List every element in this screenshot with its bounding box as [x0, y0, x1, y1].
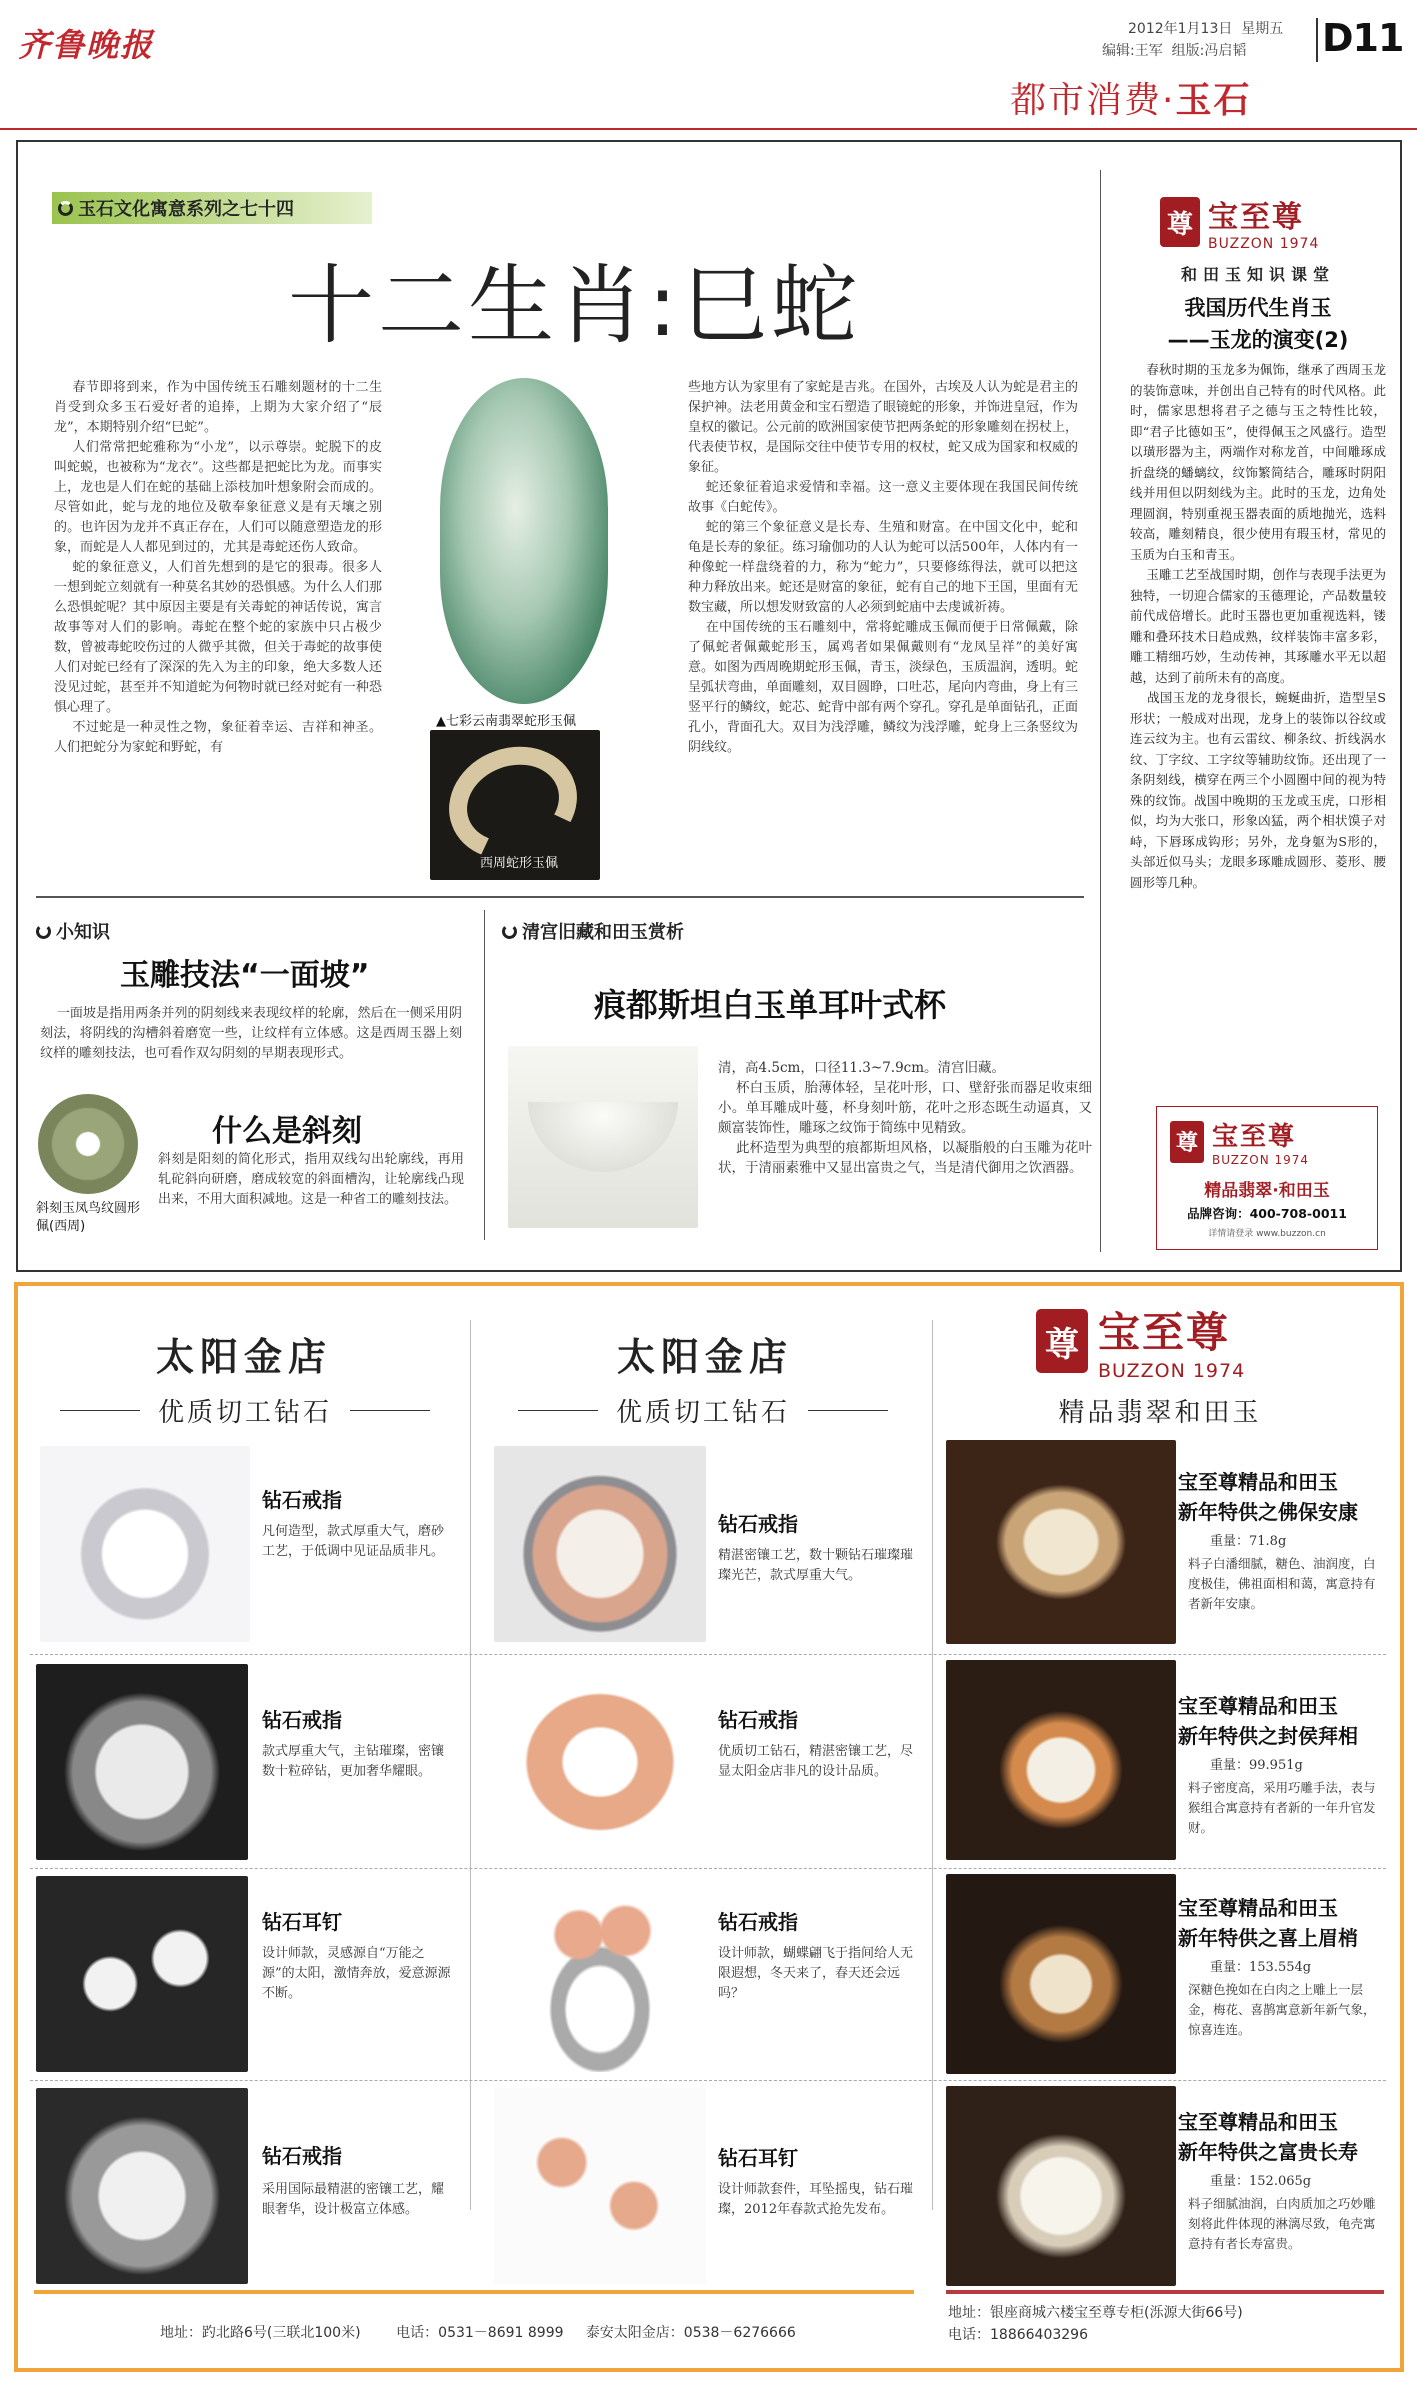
snake-pendant-image: [430, 730, 600, 880]
jade-product-image: [946, 2086, 1176, 2286]
ad-col-divider-1: [470, 1320, 471, 2210]
store1-subtitle: 优质切工钻石: [157, 1398, 332, 1428]
col1-item4-desc: 采用国际最精湛的密镶工艺，耀眼奢华，设计极富立体感。: [262, 2182, 445, 2217]
section-main: 都市消费: [1010, 80, 1163, 121]
jade-product-image: [946, 1660, 1176, 1860]
ad-footer-bar-1: [34, 2290, 914, 2294]
sidebar-ad-line: 精品翡翠·和田玉: [1204, 1181, 1330, 1201]
ad-footer-bar-2: [946, 2290, 1384, 2294]
series-tag: [52, 192, 372, 224]
tag-circle-icon: [58, 201, 73, 216]
product-earring-image: [36, 1876, 248, 2072]
sidebar-divider: [1100, 170, 1101, 1252]
sidebar-body: 春秋时期的玉龙多为佩饰，继承了西周玉龙的装饰意味，并创出自己特有的时代风格。此时，儒家思想将君子之德与玉之特性比较，即“君子比德如玉”，使得佩玉之风盛行。造型以璜形器为主，两端作对称龙首，中间雕琢成折盘绕的蟠螭纹，纹饰繁简结合，雕琢时阴阳线并用但以阴刻线为主。此时的玉龙，边角处理圆润，特别重视玉器表面的质地抛光，选料较高，雕刻精良，很少使用有瑕玉材，常见的玉质为白玉和青玉。 玉雕工艺至战国时期，创作与表现手法更为独特，一切迎合儒家的玉德理论，产品数量较前代成倍增长。此时玉器也更加重视选料，镂雕和叠环技术日趋成熟，纹样装饰丰富多彩，雕工精细巧妙，生动传神，其琢雕水平无以超越，达到了前所未有的高度。 战国玉龙的龙身很长，蜿蜒曲折，造型呈S形状；一般成对出现，龙身上的装饰以谷纹或连云纹为主。也有云雷纹、柳条纹、折线涡水纹、丁字纹、工字纹等辅助纹饰。还出现了一条阴刻线，横穿在两三个小圆圈中间的视为特殊的纹饰。战国中晚期的玉龙或玉虎，口形相似，均为大张口，形象凶猛，两个相状馍子对峙，下唇琢成钩形；另外，龙身躯为S形的，头部近似马头；龙眼多琢雕成圆形、菱形、腰圆形等几种。: [1130, 362, 1386, 890]
headline: 十二生肖:巳蛇: [288, 256, 861, 356]
caption-jade-pendant: ▲七彩云南翡翠蛇形玉佩: [436, 714, 576, 729]
col2-item1-desc: 精湛密镶工艺，数十颗钻石璀璨璀璨光芒，款式厚重大气。: [718, 1548, 914, 1583]
ad-col-divider-2: [932, 1320, 933, 2210]
col2-item2-title: 钻石戒指: [718, 1708, 798, 1732]
sidebar-ad-en: BUZZON 1974: [1212, 1153, 1310, 1167]
caption-snake-pendant: 西周蛇形玉佩: [480, 856, 559, 871]
col2-item3-desc: 设计师款，蝴蝶翩飞于指间给人无限遐想，冬天来了，春天还会远吗？: [718, 1946, 914, 2001]
col1-item1-title: 钻石戒指: [262, 1488, 342, 1512]
col3-item2-desc: 料子密度高，采用巧雕手法，表与猴组合寓意持有者新的一年升官发财。: [1188, 1780, 1376, 1835]
antique-title: 痕都斯坦白玉单耳叶式杯: [594, 986, 947, 1024]
issue-date: [1128, 18, 1283, 38]
store1-rule-left: [60, 1410, 140, 1411]
col1-item4-title: 钻石戒指: [262, 2144, 342, 2168]
store-address: 地址：趵北路6号(三联北100米): [160, 2325, 361, 2341]
store1-title: 太阳金店: [155, 1335, 332, 1379]
section-title: [1010, 72, 1251, 123]
sidebar-ad-logo: [1170, 1116, 1309, 1167]
antique-body: 清，高4.5cm，口径11.3~7.9cm。清宫旧藏。 杯白玉质，胎薄体轻，呈花叶形，口、壁舒张而器足收束细小。单耳雕成叶蔓，杯身刻叶筋，花叶之形态既生动逼真，又颇富装饰性，雕琢之纹饰于简练中见精致。 此杯造型为典型的痕都斯坦风格，以凝脂般的白玉雕为花叶状，于清丽素雅中又显出富贵之气，当是清代御用之饮酒器。: [718, 1060, 1093, 1176]
ad-row-rule-2: [30, 1868, 1386, 1869]
brand-footer-phone: 电话：18866403296: [948, 2327, 1088, 2343]
col3-item3-title1: 宝至尊精品和田玉: [1178, 1896, 1338, 1920]
col3-item4-title2: 新年特供之富贵长寿: [1178, 2140, 1358, 2164]
section-dot: ·: [1162, 80, 1176, 121]
col1-item2-desc: 款式厚重大气，主钻璀璨，密镶数十粒碎钻，更加奢华耀眼。: [262, 1744, 445, 1779]
ad-brand-seal-icon: 尊: [1036, 1309, 1088, 1373]
store1-rule-right: [350, 1410, 430, 1411]
sidebar-brand-en: BUZZON 1974: [1208, 236, 1320, 252]
section-sub: 玉石: [1175, 80, 1252, 121]
store2-subtitle: 优质切工钻石: [615, 1398, 790, 1428]
store2-rule-left: [518, 1410, 598, 1411]
col1-item2-title: 钻石戒指: [262, 1708, 342, 1732]
weekday: 星期五: [1241, 21, 1284, 37]
product-ring-image: [36, 2088, 248, 2284]
brand-footer-address: 地址：银座商城六楼宝至尊专柜(泺源大街66号): [948, 2305, 1243, 2321]
col2-item3-title: 钻石戒指: [718, 1910, 798, 1934]
store2-title: 太阳金店: [616, 1335, 793, 1379]
page-number-divider: [1316, 18, 1318, 62]
knowledge-tag: [36, 918, 110, 944]
phoenix-jade-disc-image: [38, 1094, 138, 1194]
page-number: D11: [1322, 16, 1404, 60]
product-ring-image: [40, 1446, 250, 1642]
knowledge-title-1: 玉雕技法“一面坡”: [120, 958, 370, 993]
product-ring-image: [494, 1446, 706, 1642]
knowledge-divider: [484, 910, 485, 1240]
col3-item1-title2: 新年特供之佛保安康: [1178, 1500, 1358, 1524]
product-ring-image: [36, 1664, 248, 1860]
sidebar-ad-brand: 宝至尊: [1212, 1122, 1297, 1152]
product-ring-image: [494, 1876, 706, 2072]
col3-item2-title2: 新年特供之封侯拜相: [1178, 1724, 1358, 1748]
white-jade-cup-image: [508, 1046, 698, 1228]
article-divider: [36, 896, 1084, 898]
sidebar-subtitle: ——玉龙的演变(2): [1167, 328, 1349, 352]
col2-item1-title: 钻石戒指: [718, 1512, 798, 1536]
store-footer: [160, 2322, 796, 2342]
sidebar-ad-url[interactable]: 详情请登录 www.buzzon.cn: [1208, 1229, 1326, 1239]
sidebar-brand-logo: [1160, 192, 1319, 252]
editors: [1102, 40, 1246, 60]
product-earring-image: [494, 2088, 706, 2284]
jade-pendant-image: [440, 378, 608, 704]
layout-editor: 组版:冯启韬: [1171, 43, 1247, 59]
antique-tag-label: 清宫旧藏和田玉赏析: [522, 922, 684, 943]
col3-item4-title1: 宝至尊精品和田玉: [1178, 2110, 1338, 2134]
ad-brand-subtitle: 精品翡翠和田玉: [1058, 1398, 1262, 1428]
ad-brand-logo: [1036, 1300, 1245, 1382]
store-branch: 泰安太阳金店：0538－6276666: [585, 2325, 796, 2341]
knowledge-body-2: 斜刻是阳刻的简化形式，指用双线勾出轮廓线，再用轧砣斜向研磨，磨成较宽的斜面槽沟，让轮廓线凸现出来，不用大面积减地。这是一种省工的雕刻技法。: [158, 1152, 464, 1207]
col2-item4-desc: 设计师款套件，耳坠摇曳，钻石璀璨，2012年春款式抢先发布。: [718, 2182, 914, 2217]
antique-tag: [502, 918, 684, 944]
col3-item1-weight: 重量：71.8g: [1210, 1534, 1287, 1549]
knowledge-body-1: 一面坡是指用两条并列的阴刻线来表现纹样的轮廓，然后在一侧采用阴刻法，将阴线的沟槽斜着磨宽一些，让纹样有立体感。这是西周玉器上刻纹样的雕刻技法，也可看作双勾阴刻的早期表现形式。: [40, 1006, 462, 1061]
cup-shape: [528, 1102, 678, 1172]
col2-item2-desc: 优质切工钻石，精湛密镶工艺，尽显太阳金店非凡的设计品质。: [718, 1744, 914, 1779]
col3-item3-title2: 新年特供之喜上眉梢: [1178, 1926, 1358, 1950]
series-tag-label: 玉石文化寓意系列之七十四: [78, 199, 294, 220]
sidebar-brand-name: 宝至尊: [1208, 200, 1304, 235]
col1-item3-title: 钻石耳钉: [262, 1910, 342, 1934]
sidebar-ad-hotline: 品牌咨询：400-708-0011: [1187, 1206, 1347, 1221]
col3-item1-title1: 宝至尊精品和田玉: [1178, 1470, 1338, 1494]
product-ring-image: [494, 1664, 706, 1860]
col3-item2-title1: 宝至尊精品和田玉: [1178, 1694, 1338, 1718]
col3-item1-desc: 料子白潘细腻，糖色、油润度，白度极佳，佛祖面相和蔼，寓意持有者新年安康。: [1188, 1556, 1376, 1611]
col1-item1-desc: 凡何造型，款式厚重大气，磨砂工艺，于低调中见证品质非凡。: [262, 1524, 445, 1559]
col3-item3-weight: 重量：153.554g: [1210, 1960, 1312, 1975]
jade-product-image: [946, 1440, 1176, 1644]
ad-row-rule-1: [30, 1654, 1386, 1655]
date: 2012年1月13日: [1128, 21, 1233, 37]
knowledge-title-2: 什么是斜刻: [212, 1114, 362, 1149]
ad-brand-name: 宝至尊: [1098, 1308, 1231, 1357]
header-rule: [0, 128, 1417, 130]
col3-item4-desc: 料子细腻油润，白肉质加之巧妙雕刻将此件体现的淋漓尽致，龟壳寓意持有者长寿富贵。: [1188, 2196, 1376, 2251]
sidebar-title: 我国历代生肖玉: [1184, 296, 1332, 320]
col1-item3-desc: 设计师款，灵感源自“万能之源”的太阳，激情奔放，爱意源源不断。: [262, 1946, 451, 2001]
article-col-1: 春节即将到来，作为中国传统玉石雕刻题材的十二生肖受到众多玉石爱好者的追捧，上期为大家介绍了“辰龙”，本期特别介绍“巳蛇”。 人们常常把蛇雅称为“小龙”，以示尊崇。蛇脱下的皮叫蛇蜕，也被称为“龙衣”。这些都是把蛇比为龙。而事实上，龙也是人们在蛇的基础上添枝加叶想象附会而成的。尽管如此，蛇与龙的地位及敬奉象征意义是有天壤之别的。也许因为龙并不真正存在，人们可以随意塑造龙的形象，而蛇是人人都见到过的，尤其是毒蛇还伤人致命。 蛇的象征意义，人们首先想到的是它的狠毒。很多人一想到蛇立刻就有一种莫名其妙的恐惧感。为什么人们那么恐惧蛇呢？其中原因主要是有关毒蛇的神话传说，寓言故事等对人们的影响。毒蛇在整个蛇的家族中只占极少数，曾被毒蛇咬伤过的人微乎其微，但关于毒蛇的故事使人们对蛇已经有了深深的先入为主的印象，绝大多数人还没见过蛇，甚至并不知道蛇为何物时就已经对蛇有一种恐惧心理了。 不过蛇是一种灵性之物，象征着幸运、吉祥和神圣。人们把蛇分为家蛇和野蛇，有: [54, 380, 382, 755]
col2-item4-title: 钻石耳钉: [718, 2146, 798, 2170]
brand-seal-icon: 尊: [1160, 197, 1200, 247]
ad-seal-icon: 尊: [1170, 1121, 1204, 1163]
knowledge-caption: 斜刻玉凤鸟纹圆形佩(西周): [36, 1201, 141, 1234]
masthead: 齐鲁晚报: [18, 26, 155, 64]
knowledge-circle-icon: [36, 924, 51, 939]
col3-item4-weight: 重量：152.065g: [1210, 2174, 1312, 2189]
col3-item2-weight: 重量：99.951g: [1210, 1758, 1303, 1773]
antique-circle-icon: [502, 924, 517, 939]
sidebar-class: 和田玉知识课堂: [1180, 265, 1335, 284]
knowledge-tag-label: 小知识: [56, 922, 110, 943]
ad-row-rule-3: [30, 2080, 1386, 2081]
col3-item3-desc: 深糖色挽如在白肉之上雕上一层金，梅花、喜鹊寓意新年新气象，惊喜连连。: [1188, 1982, 1376, 2037]
ad-brand-en: BUZZON 1974: [1098, 1360, 1246, 1382]
store2-rule-right: [808, 1410, 888, 1411]
store-phone: 电话：0531－8691 8999: [396, 2325, 564, 2341]
editor: 编辑:王军: [1102, 43, 1163, 59]
jade-product-image: [946, 1874, 1176, 2074]
article-col-2: 些地方认为家里有了家蛇是吉兆。在国外，古埃及人认为蛇是君主的保护神。法老用黄金和宝石塑造了眼镜蛇的形象，并饰进皇冠，作为皇权的徽记。公元前的欧洲国家使节把两条蛇的形象雕刻在拐杖上，代表使节权，是国际交往中使节专用的权杖，蛇又成为国家和权威的象征。 蛇还象征着追求爱情和幸福。这一意义主要体现在我国民间传统故事《白蛇传》。 蛇的第三个象征意义是长寿、生殖和财富。在中国文化中，蛇和龟是长寿的象征。练习瑜伽功的人认为蛇可以活500年，人体内有一种像蛇一样盘绕着的力，称为“蛇力”，只要修练得法，就可以把这种力释放出来。蛇还是财富的象征，蛇有自己的地下王国，里面有无数宝藏，所以想发财致富的人必须到蛇庙中去虔诚祈祷。 在中国传统的玉石雕刻中，常将蛇雕成玉佩而便于日常佩戴，除了佩蛇者佩戴蛇形玉，属鸡者如果佩戴则有“龙凤呈祥”的美好寓意。如图为西周晚期蛇形玉佩，青玉，淡绿色，玉质温润，透明。蛇呈弧状弯曲，单面雕刻，双目圆睁，口吐芯，尾向内弯曲，身上有三竖平行的鳞纹，蛇芯、蛇背中部有两个穿孔。穿孔是单面钻孔，正面孔小，背面孔大。双目为浅浮雕，鳞纹为浅浮雕，蛇身上三条竖纹为阴线纹。: [688, 380, 1078, 755]
